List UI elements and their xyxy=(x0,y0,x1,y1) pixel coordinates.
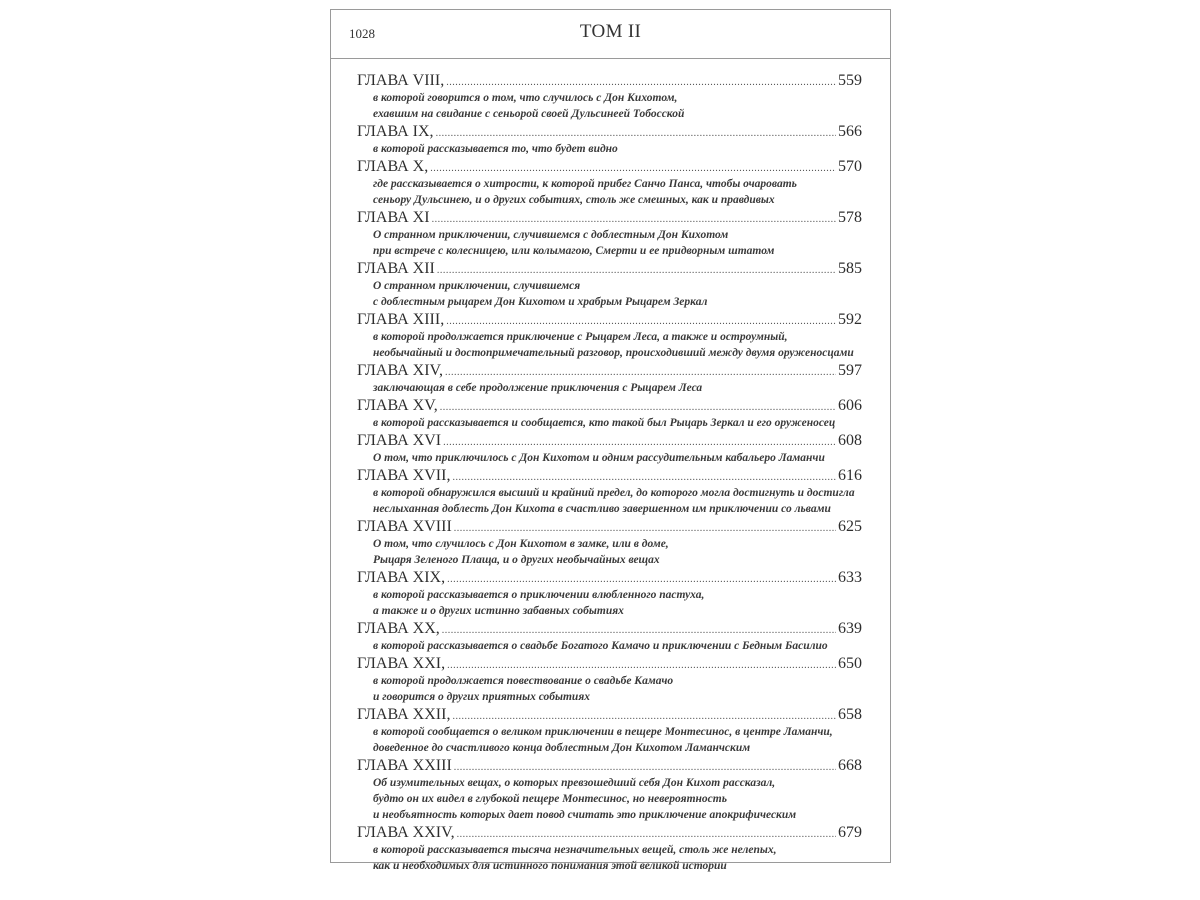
toc-entry-heading xyxy=(357,157,862,176)
toc-entry-heading xyxy=(357,466,862,485)
chapter-title: ГЛАВА XVII, xyxy=(357,467,451,484)
toc-entry-heading xyxy=(357,568,862,587)
toc-entry-heading xyxy=(357,259,862,278)
chapter-title: ГЛАВА XIII, xyxy=(357,311,445,328)
chapter-description-line: доведенное до счастливого конца доблестным Дон Кихотом Ламанчским xyxy=(373,742,751,754)
toc-entry[interactable] xyxy=(357,619,862,654)
chapter-title: ГЛАВА XV, xyxy=(357,397,438,414)
chapter-description-line: ехавшим на свидание с сеньорой своей Дульсинеей Тобосской xyxy=(373,108,685,120)
toc-entry-heading xyxy=(357,654,862,673)
toc-entry[interactable] xyxy=(357,431,862,466)
chapter-page-number: 566 xyxy=(838,123,862,140)
toc-entry[interactable] xyxy=(357,122,862,157)
chapter-description-line: неслыханная доблесть Дон Кихота в счастливо завершенном им приключении со львами xyxy=(373,503,831,515)
chapter-page-number: 592 xyxy=(838,311,862,328)
chapter-description-line: в которой рассказывается и сообщается, кто такой был Рыцарь Зеркал и его оруженосец xyxy=(373,417,836,429)
chapter-description-line: Рыцаря Зеленого Плаща, и о других необычайных вещах xyxy=(373,554,660,566)
chapter-description-line: О том, что приключилось с Дон Кихотом и одним рассудительным кабальеро Ламанчи xyxy=(373,452,825,464)
toc-entry[interactable] xyxy=(357,396,862,431)
chapter-title: ГЛАВА IX, xyxy=(357,123,434,140)
toc-entry-heading xyxy=(357,71,862,90)
chapter-title: ГЛАВА XXII, xyxy=(357,706,451,723)
toc-entry[interactable] xyxy=(357,259,862,310)
chapter-description-line: и говорится о других приятных событиях xyxy=(373,691,590,703)
chapter-page-number: 679 xyxy=(838,824,862,841)
chapter-page-number: 650 xyxy=(838,655,862,672)
toc-entry-heading xyxy=(357,396,862,415)
chapter-title: ГЛАВА VIII, xyxy=(357,72,445,89)
chapter-description-line: а также и о других истинно забавных событиях xyxy=(373,605,624,617)
chapter-description-line: заключающая в себе продолжение приключения с Рыцарем Леса xyxy=(373,382,703,394)
chapter-title: ГЛАВА X, xyxy=(357,158,429,175)
toc-entry[interactable] xyxy=(357,310,862,361)
toc-entry-heading xyxy=(357,208,862,227)
page-number: 1028 xyxy=(349,26,375,41)
chapter-title: ГЛАВА XVI xyxy=(357,432,442,449)
chapter-description-line: в которой рассказывается то, что будет видно xyxy=(373,143,618,155)
chapter-title: ГЛАВА XIX, xyxy=(357,569,446,586)
chapter-description-line: в которой рассказывается тысяча незначительных вещей, столь же нелепых, xyxy=(373,844,777,856)
chapter-page-number: 608 xyxy=(838,432,862,449)
chapter-page-number: 658 xyxy=(838,706,862,723)
toc-entry[interactable] xyxy=(357,705,862,756)
toc-entry[interactable] xyxy=(357,654,862,705)
chapter-description-line: где рассказывается о хитрости, к которой прибег Санчо Панса, чтобы очаровать xyxy=(373,178,797,190)
toc-entry-heading xyxy=(357,756,862,775)
chapter-description-line: О том, что случилось с Дон Кихотом в замке, или в доме, xyxy=(373,538,669,550)
running-title: ТОМ II xyxy=(579,21,642,42)
chapter-description-line: как и необходимых для истинного понимания этой великой истории xyxy=(373,860,727,872)
toc-entry[interactable] xyxy=(357,157,862,208)
chapter-description-line: и необъятность которых дает повод считать это приключение апокрифическим xyxy=(373,809,797,821)
toc-entry[interactable] xyxy=(357,71,862,122)
chapter-description-line: в которой продолжается повествование о свадьбе Камачо xyxy=(373,675,674,687)
chapter-description-line: Об изумительных вещах, о которых превзошедший себя Дон Кихот рассказал, xyxy=(373,777,776,789)
toc-entry[interactable] xyxy=(357,208,862,259)
chapter-description-line: сеньору Дульсинею, и о других событиях, столь же смешных, как и правдивых xyxy=(373,194,775,206)
chapter-title: ГЛАВА XXI, xyxy=(357,655,446,672)
chapter-description-line: в которой сообщается о великом приключении в пещере Монтесинос, в центре Ламанчи, xyxy=(373,726,833,738)
chapter-title: ГЛАВА XI xyxy=(357,209,430,226)
chapter-description-line: с доблестным рыцарем Дон Кихотом и храбрым Рыцарем Зеркал xyxy=(373,296,708,308)
toc-entry-heading xyxy=(357,705,862,724)
toc-entry[interactable] xyxy=(357,756,862,823)
chapter-title: ГЛАВА XIV, xyxy=(357,362,444,379)
toc-entry[interactable] xyxy=(357,823,862,874)
chapter-page-number: 606 xyxy=(838,397,862,414)
chapter-page-number: 639 xyxy=(838,620,862,637)
chapter-page-number: 597 xyxy=(838,362,862,379)
chapter-page-number: 668 xyxy=(838,757,862,774)
toc-entry-heading xyxy=(357,517,862,536)
toc-entry[interactable] xyxy=(357,361,862,396)
chapter-page-number: 585 xyxy=(838,260,862,277)
toc-entry-heading xyxy=(357,310,862,329)
page-header xyxy=(331,10,890,59)
toc-entry-heading xyxy=(357,361,862,380)
chapter-description-line: будто он их видел в глубокой пещере Монтесинос, но невероятность xyxy=(373,793,727,805)
chapter-title: ГЛАВА XXIII xyxy=(357,757,452,774)
toc-entry-heading xyxy=(357,431,862,450)
toc-entry[interactable] xyxy=(357,517,862,568)
toc-entry-heading xyxy=(357,122,862,141)
chapter-page-number: 570 xyxy=(838,158,862,175)
chapter-description-line: О странном приключении, случившемся xyxy=(373,280,581,292)
book-page xyxy=(330,9,891,872)
table-of-contents xyxy=(357,71,862,874)
chapter-description-line: необычайный и достопримечательный разговор, происходивший между двумя оруженосцами xyxy=(373,347,854,359)
toc-entry[interactable] xyxy=(357,568,862,619)
chapter-description-line: в которой продолжается приключение с Рыцарем Леса, а также и остроумный, xyxy=(373,331,788,343)
toc-entry-heading xyxy=(357,619,862,638)
chapter-description-line: в которой рассказывается о свадьбе Богатого Камачо и приключении с Бедным Басилио xyxy=(373,640,828,652)
chapter-description-line: О странном приключении, случившемся с доблестным Дон Кихотом xyxy=(373,229,729,241)
chapter-page-number: 616 xyxy=(838,467,862,484)
chapter-title: ГЛАВА XXIV, xyxy=(357,824,455,841)
toc-entry[interactable] xyxy=(357,466,862,517)
chapter-page-number: 559 xyxy=(838,72,862,89)
chapter-page-number: 578 xyxy=(838,209,862,226)
chapter-page-number: 633 xyxy=(838,569,862,586)
chapter-page-number: 625 xyxy=(838,518,862,535)
chapter-description-line: в которой говорится о том, что случилось с Дон Кихотом, xyxy=(373,92,678,104)
toc-entry-heading xyxy=(357,823,862,842)
chapter-description-line: в которой обнаружился высший и крайний предел, до которого могла достигнуть и достигла xyxy=(373,487,855,499)
chapter-description-line: в которой рассказывается о приключении влюбленного пастуха, xyxy=(373,589,705,601)
chapter-title: ГЛАВА XII xyxy=(357,260,435,277)
chapter-title: ГЛАВА XVIII xyxy=(357,518,452,535)
chapter-description-line: при встрече с колесницею, или колымагою, Смерти и ее придворным штатом xyxy=(373,245,775,257)
chapter-title: ГЛАВА XX, xyxy=(357,620,440,637)
